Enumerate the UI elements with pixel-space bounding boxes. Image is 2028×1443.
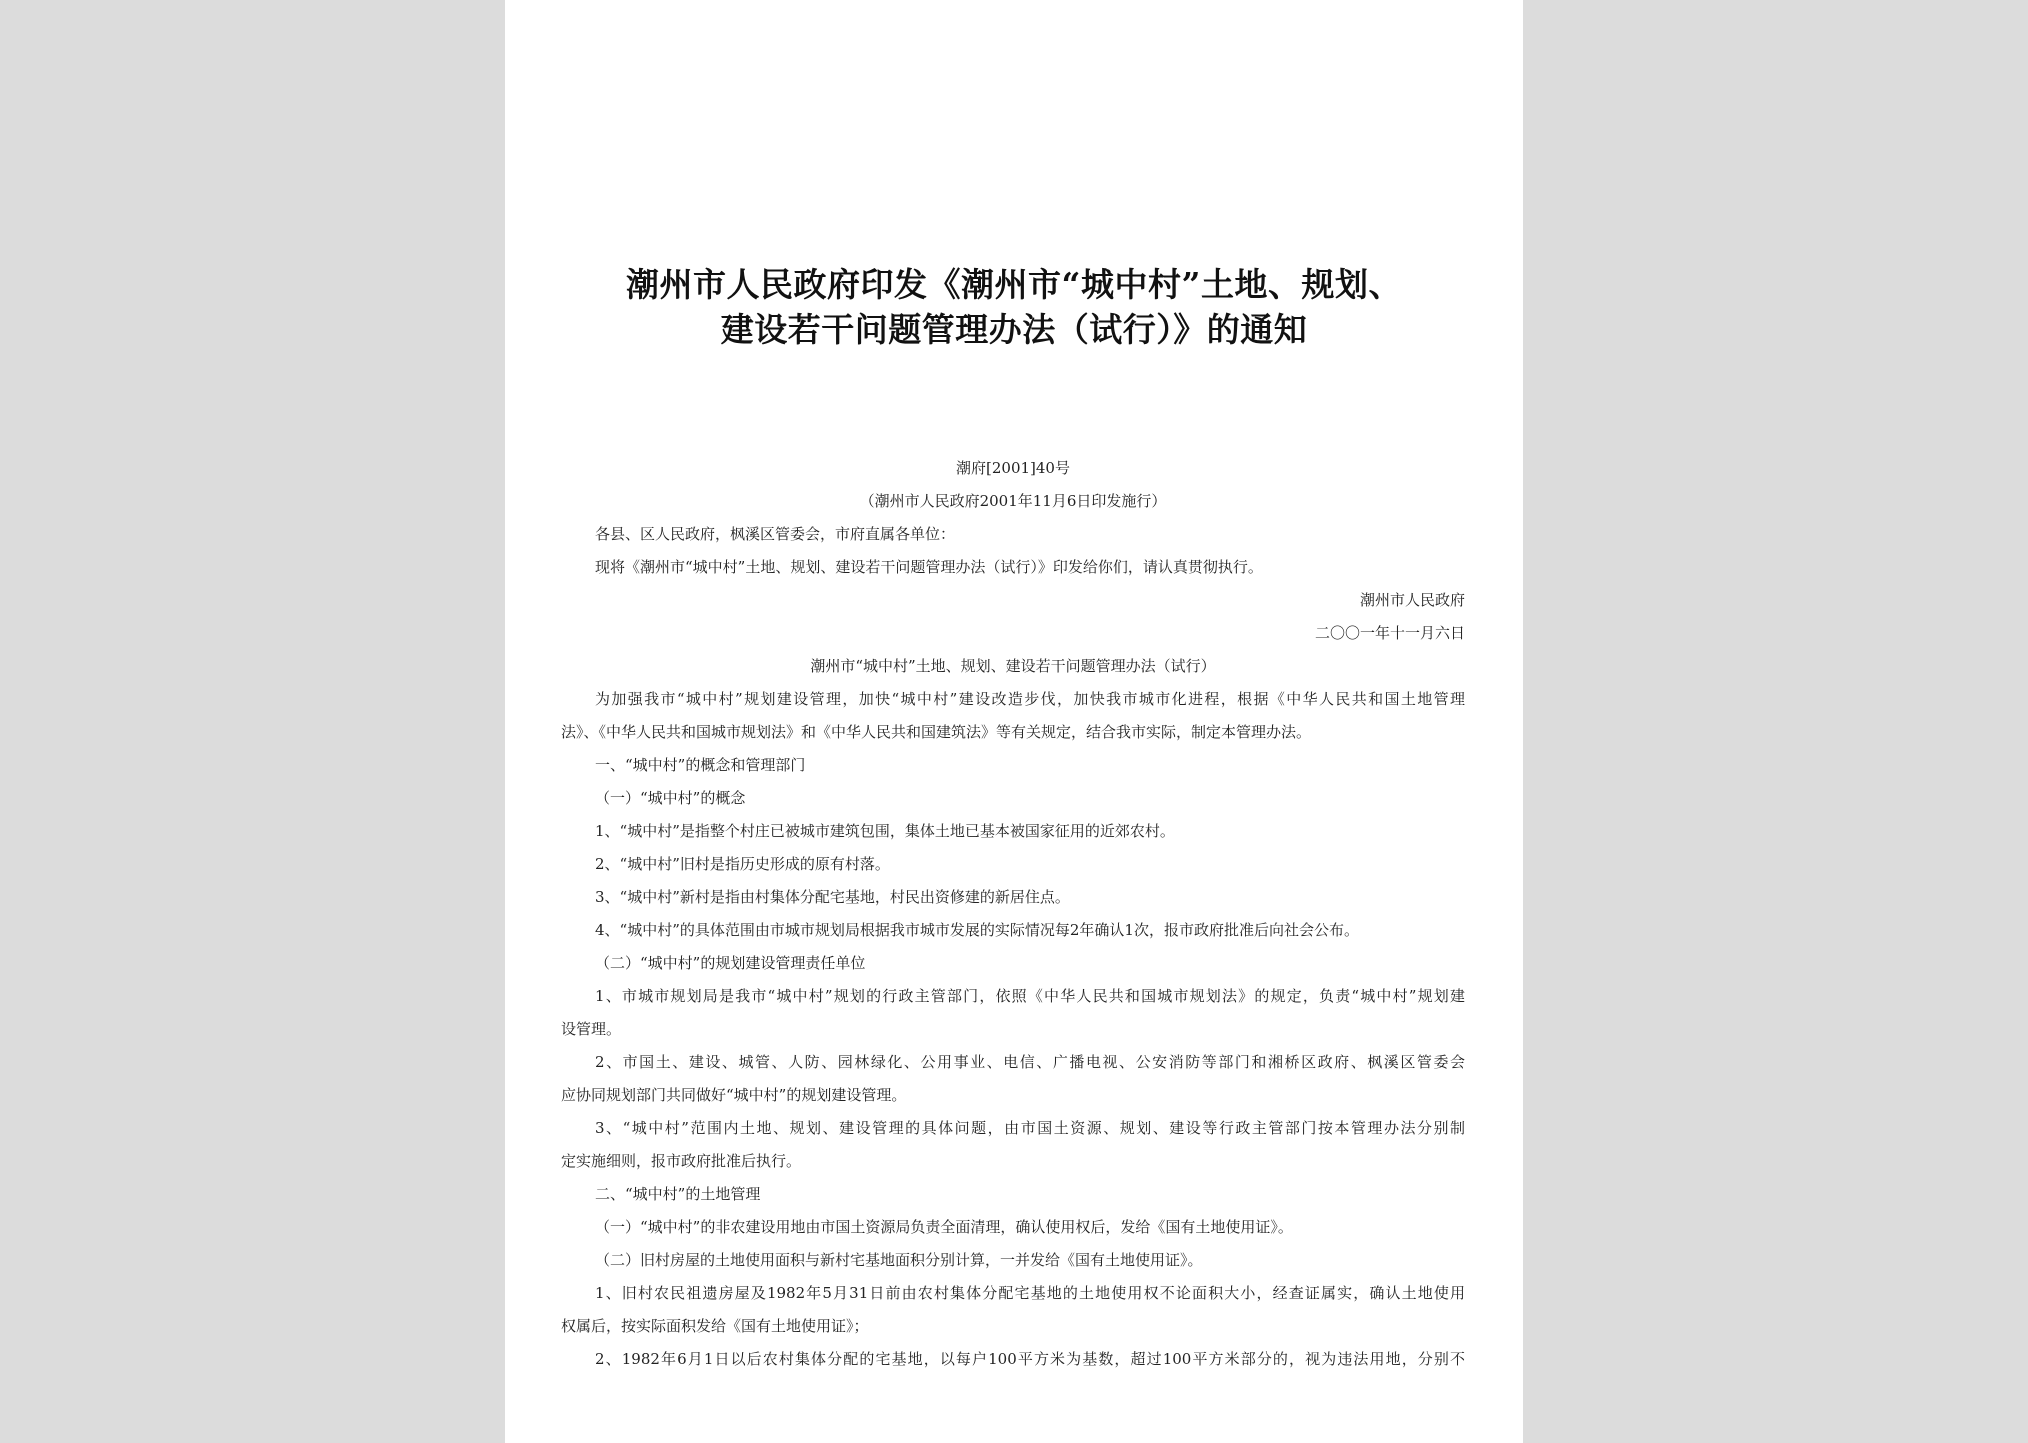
paragraph-line: 设管理。 <box>561 1020 622 1038</box>
signature-date: 二〇〇一年十一月六日 <box>1314 624 1465 642</box>
notice-text: 现将《潮州市“城中村”土地、规划、建设若干问题管理办法（试行）》印发给你们，请认真贯彻执行。 <box>595 558 1263 576</box>
paragraph-line: （二）旧村房屋的土地使用面积与新村宅基地面积分别计算，一并发给《国有土地使用证》。 <box>595 1251 1203 1269</box>
signature-org: 潮州市人民政府 <box>1359 591 1465 609</box>
paragraph-line: 2、1982年6月1日以后农村集体分配的宅基地，以每户100平方米为基数，超过100平方米部分的，视为违法用地，分别不 <box>595 1350 1465 1368</box>
title-line-2: 建设若干问题管理办法（试行）》的通知 <box>720 310 1308 349</box>
document-title <box>565 262 1463 352</box>
paragraph-line: 1、“城中村”是指整个村庄已被城市建筑包围，集体土地已基本被国家征用的近郊农村。 <box>595 822 1175 840</box>
paragraph-line: （一）“城中村”的非农建设用地由市国土资源局负责全面清理，确认使用权后，发给《国有土地使用证》。 <box>595 1218 1293 1236</box>
paragraph-line: 1、市城市规划局是我市“城中村”规划的行政主管部门，依照《中华人民共和国城市规划法》的规定，负责“城中村”规划建 <box>595 987 1465 1005</box>
paragraph-line: 3、“城中村”范围内土地、规划、建设管理的具体问题，由市国土资源、规划、建设等行政主管部门按本管理办法分别制 <box>595 1119 1465 1137</box>
subsection-heading: （二）“城中村”的规划建设管理责任单位 <box>595 954 866 972</box>
title-line-1: 潮州市人民政府印发《潮州市“城中村”土地、规划、 <box>626 265 1402 304</box>
paragraph-line: 定实施细则，报市政府批准后执行。 <box>561 1152 802 1170</box>
paragraph-line: 2、市国土、建设、城管、人防、园林绿化、公用事业、电信、广播电视、公安消防等部门和湘桥区政府、枫溪区管委会 <box>595 1053 1465 1071</box>
paragraph-line: 1、旧村农民祖遗房屋及1982年5月31日前由农村集体分配宅基地的土地使用权不论面积大小，经查证属实，确认土地使用 <box>595 1284 1465 1302</box>
regulation-subtitle: 潮州市“城中村”土地、规划、建设若干问题管理办法（试行） <box>810 657 1216 675</box>
paragraph-line: 为加强我市“城中村”规划建设管理，加快“城中村”建设改造步伐，加快我市城市化进程，根据《中华人民共和国土地管理 <box>595 690 1465 708</box>
document-page <box>505 0 1523 1443</box>
section-heading: 二、“城中村”的土地管理 <box>595 1185 761 1203</box>
paragraph-line: 法》、《中华人民共和国城市规划法》和《中华人民共和国建筑法》等有关规定，结合我市实际，制定本管理办法。 <box>561 723 1312 741</box>
addressee: 各县、区人民政府，枫溪区管委会，市府直属各单位： <box>595 525 956 543</box>
paragraph-line: 3、“城中村”新村是指由村集体分配宅基地，村民出资修建的新居住点。 <box>595 888 1070 906</box>
section-heading: 一、“城中村”的概念和管理部门 <box>595 756 806 774</box>
paragraph-line: 2、“城中村”旧村是指历史形成的原有村落。 <box>595 855 890 873</box>
paragraph-line: 4、“城中村”的具体范围由市城市规划局根据我市城市发展的实际情况每2年确认1次，报市政府批准后向社会公布。 <box>595 921 1359 939</box>
subsection-heading: （一）“城中村”的概念 <box>595 789 746 807</box>
paragraph-line: 权属后，按实际面积发给《国有土地使用证》； <box>561 1317 869 1335</box>
doc-number: 潮府[2001]40号 <box>956 459 1070 477</box>
paragraph-line: 应协同规划部门共同做好“城中村”的规划建设管理。 <box>561 1086 907 1104</box>
issue-note: （潮州市人民政府2001年11月6日印发施行） <box>859 492 1167 510</box>
document-body <box>561 452 1465 1376</box>
